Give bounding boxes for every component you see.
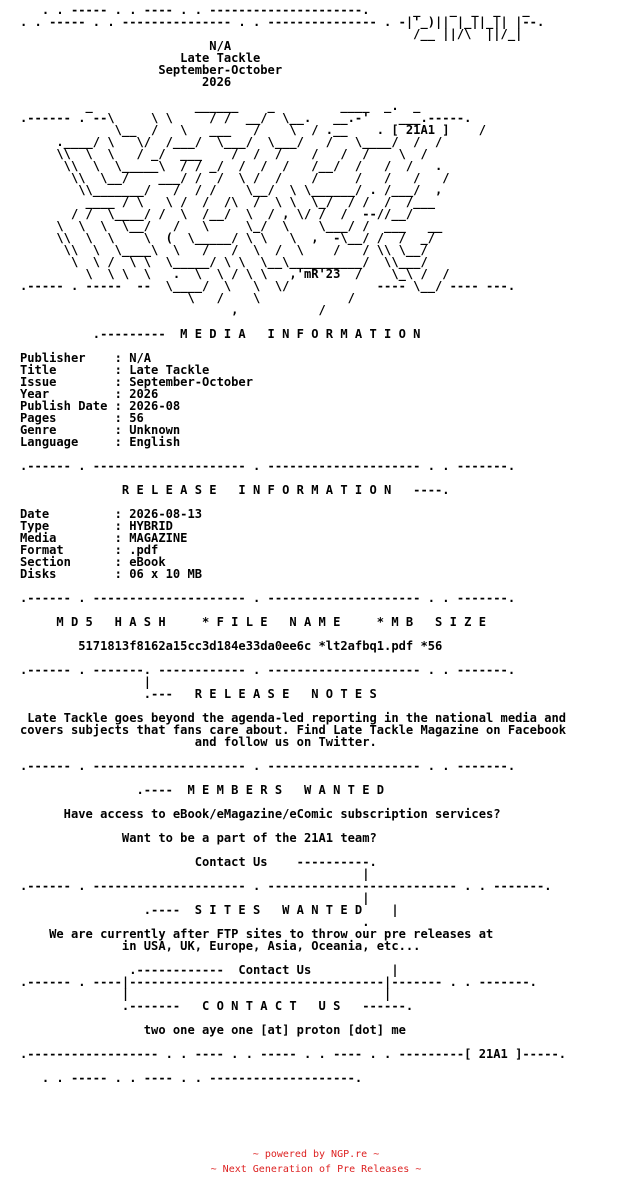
- nfo-line: \ / \ /: [20, 291, 355, 305]
- nfo-line: .------ . --------------------- . --------------------- . . -------.: [20, 459, 516, 473]
- nfo-text-block: [20, 4, 566, 1096]
- nfo-line: Publish Date : 2026-08: [20, 399, 181, 413]
- nfo-line: Late Tackle goes beyond the agenda-led reporting in the national media and: [20, 711, 567, 725]
- nfo-line: .--- R E L E A S E N O T E S: [20, 687, 377, 701]
- nfo-line: .------- C O N T A C T U S ------.: [20, 999, 414, 1013]
- nfo-line: .------ . --------------------- . --------------------- . . -------.: [20, 591, 516, 605]
- nfo-line: \\ \ \ / _/ ___ / / / / / / \ /: [20, 147, 428, 161]
- nfo-line: Language : English: [20, 435, 181, 449]
- nfo-line: R E L E A S E I N F O R M A T I O N ----.: [20, 483, 450, 497]
- nfo-line: \ \ / \ \ \_____/ \ \ \__\__________/ \\___/: [20, 255, 428, 269]
- nfo-line: .------ . --------------------- . --------------------- . . -------.: [20, 759, 516, 773]
- nfo-line: Format : .pdf: [20, 543, 159, 557]
- nfo-line: Disks : 06 x 10 MB: [20, 567, 203, 581]
- nfo-line: .------ . -------. ------------ . --------------------- . . -------.: [20, 663, 516, 677]
- nfo-line: Media : MAGAZINE: [20, 531, 188, 545]
- nfo-line: \\ \ \_____\ / / _/ / / / /__/ / / / .: [20, 159, 443, 173]
- nfo-line: .----- . ----- -- \____/ \ \ \/ ---- \__/ ---- ---.: [20, 279, 516, 293]
- nfo-line: |: [20, 891, 370, 905]
- nfo-line: / / \____/ / \ /__/ \ / , \/ / / --//__/: [20, 207, 414, 221]
- nfo-line: Want to be a part of the 21A1 team?: [20, 831, 377, 845]
- nfo-line: ____ / \ \ / / /\ / \ \ \_/ / / / /___: [20, 195, 436, 209]
- nfo-line: Genre : Unknown: [20, 423, 181, 437]
- nfo-line: Title : Late Tackle: [20, 363, 210, 377]
- nfo-line: Contact Us ----------.: [20, 855, 377, 869]
- nfo-line: .---- S I T E S W A N T E D |: [20, 903, 399, 917]
- nfo-line: \\_______/ / / / \__/ \ \______/ . /___/ ,: [20, 183, 443, 197]
- nfo-line: \ \ \ \ . \ \ / \ \ ,'mR'23 / \_\ / /: [20, 267, 450, 281]
- nfo-line: .: [20, 915, 370, 929]
- nfo-line: /__ ||/\ ||/_|: [20, 27, 523, 41]
- nfo-line: .------------------ . . ---- . . ----- . . ---- . . ---------[ 21A1 ]-----.: [20, 1047, 567, 1061]
- nfo-line: _ ______ _ ____ _. _: [20, 99, 421, 113]
- nfo-line: and follow us on Twitter.: [20, 735, 377, 749]
- nfo-line: Issue : September-October: [20, 375, 253, 389]
- nfo-line: Late Tackle: [20, 51, 261, 65]
- nfo-line: Date : 2026-08-13: [20, 507, 203, 521]
- nfo-line: 2026: [20, 75, 232, 89]
- nfo-line: .____/ \ \/ /___/ \___/ \___/ / \____/ / /: [20, 135, 443, 149]
- nfo-line: Type : HYBRID: [20, 519, 173, 533]
- nfo-line: Year : 2026: [20, 387, 159, 401]
- nfo-line: covers subjects that fans care about. Find Late Tackle Magazine on Facebook: [20, 723, 567, 737]
- nfo-line: . . ----- . . --------------- . . --------------- . -|'_)|| |_||_|| |--.: [20, 15, 545, 29]
- nfo-line: \\ \ \ \ ( \_____/ \ \ \ , -\__/ / / _/: [20, 231, 436, 245]
- nfo-line: | |: [20, 987, 392, 1001]
- nfo-line: two one aye one [at] proton [dot] me: [20, 1023, 406, 1037]
- nfo-line: \\ \ \____\ \ / / \ / \ / / \\ \__/: [20, 243, 428, 257]
- nfo-line: Section : eBook: [20, 555, 166, 569]
- nfo-line: .------------ Contact Us |: [20, 963, 399, 977]
- footer-tagline: ~ Next Generation of Pre Releases ~: [210, 1164, 422, 1175]
- nfo-line: .------ . ----|-----------------------------------|------- . . -------.: [20, 975, 537, 989]
- nfo-line: \ \ \ \__/ / \ \_/ \ \___/ / ___ __: [20, 219, 443, 233]
- nfo-line: \\ \__/ ___/ / / \ / / / / / / /: [20, 171, 450, 185]
- nfo-line: Have access to eBook/eMagazine/eComic subscription services?: [20, 807, 501, 821]
- nfo-line: in USA, UK, Europe, Asia, Oceania, etc...: [20, 939, 421, 953]
- footer-powered-by: ~ powered by NGP.re ~: [252, 1149, 380, 1160]
- nfo-line: , /: [20, 303, 326, 317]
- nfo-line: 5171813f8162a15cc3d184e33da0ee6c *lt2afbq1.pdf *56: [20, 639, 443, 653]
- nfo-line: .--------- M E D I A I N F O R M A T I O N: [20, 327, 421, 341]
- nfo-line: . . ----- . . ---- . . ---------------------. _ _ _ _ _: [20, 3, 530, 17]
- nfo-line: .---- M E M B E R S W A N T E D: [20, 783, 385, 797]
- nfo-line: . . ----- . . ---- . . --------------------.: [20, 1071, 363, 1085]
- nfo-line: Publisher : N/A: [20, 351, 152, 365]
- nfo-line: |: [20, 675, 152, 689]
- nfo-line: Pages : 56: [20, 411, 144, 425]
- nfo-line: September-October: [20, 63, 283, 77]
- nfo-line: N/A: [20, 39, 232, 53]
- nfo-line: |: [20, 867, 370, 881]
- nfo-line: .------ . --\ \ \ / / __/ \__. __.-' ___.-----.: [20, 111, 472, 125]
- nfo-line: \__ / \ ___ / \ / .__ . [ 21A1 ] /: [20, 123, 486, 137]
- nfo-line: M D 5 H A S H * F I L E N A M E * M B S I Z E: [20, 615, 486, 629]
- nfo-line: .------ . --------------------- . -------------------------- . . -------.: [20, 879, 552, 893]
- nfo-line: We are currently after FTP sites to throw our pre releases at: [20, 927, 494, 941]
